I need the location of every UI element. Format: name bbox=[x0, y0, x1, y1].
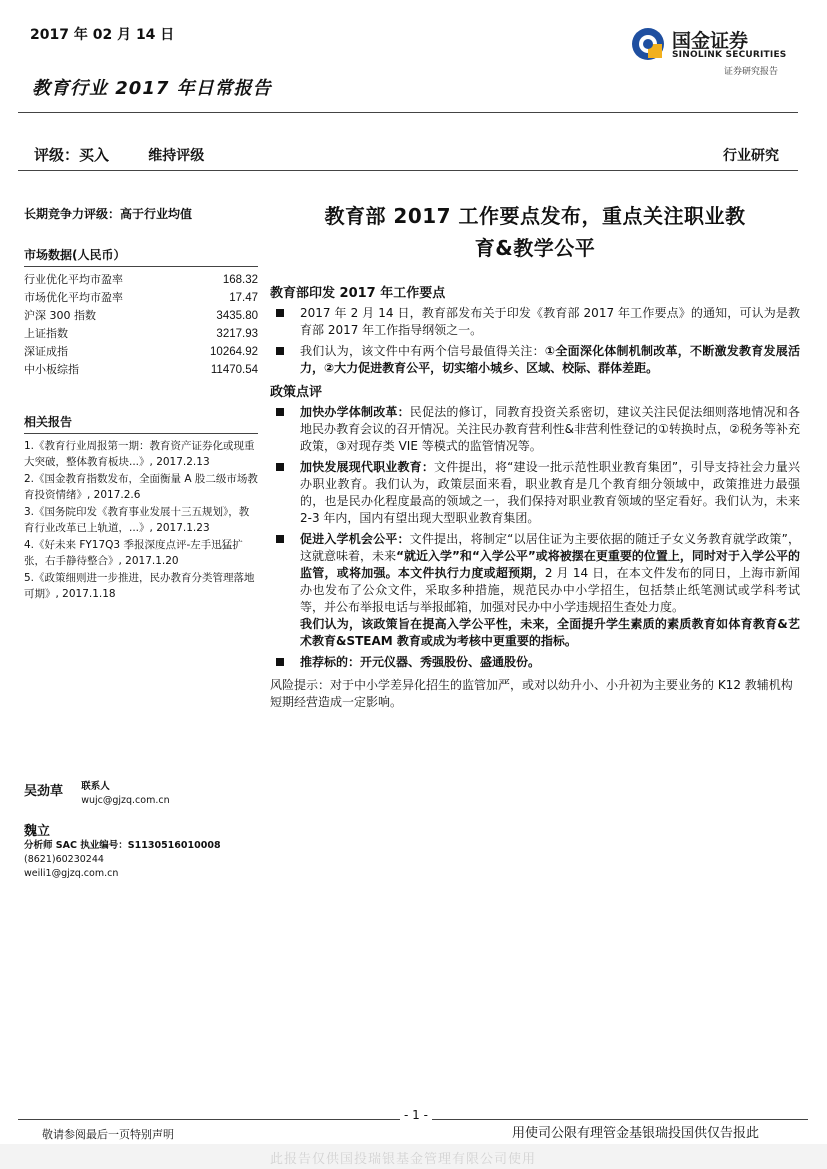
bullet-paragraph bbox=[270, 654, 800, 671]
paragraph-text: 我们认为，该文件中有两个信号最值得关注： bbox=[300, 344, 545, 358]
bullet-icon bbox=[276, 408, 284, 416]
market-label: 市场优化平均市盈率 bbox=[24, 291, 123, 304]
rating-line bbox=[34, 144, 204, 165]
analyst-role: 分析师 SAC 执业编号：S1130516010008 bbox=[24, 840, 221, 851]
market-data-title: 市场数据(人民币） bbox=[24, 246, 258, 267]
analyst-name: 魏立 bbox=[24, 824, 51, 839]
headline-line-1: 教育部 2017 工作要点发布，重点关注职业教 bbox=[324, 204, 746, 228]
page-number: - 1 - bbox=[400, 1108, 432, 1122]
logo-subtitle: 证券研究报告 bbox=[724, 67, 779, 77]
report-type: 行业研究 bbox=[723, 148, 779, 164]
footer-usage-note: 用使司公限有理管金基银瑞投国供仅告报此 bbox=[512, 1126, 760, 1141]
paragraph-lead: 加快发展现代职业教育： bbox=[300, 460, 435, 474]
paragraph-text: 2 月 14 日，在本文件发布的同日，上海市新闻办也发布了公众文件，采取多种措施，规范民办中小学招生，包括禁止纸笔测试或学科考试等，并公布举报电话与举报邮箱，加强对民办中小学违规招生查处力度。 bbox=[300, 566, 800, 614]
footer-watermark: 此报告仅供国投瑞银基金管理有限公司使用 bbox=[270, 1152, 537, 1167]
headline bbox=[270, 200, 800, 264]
bullet-paragraph bbox=[270, 305, 800, 339]
market-value: 11470.54 bbox=[210, 364, 258, 376]
compete-rating: 长期竞争力评级：高于行业均值 bbox=[24, 207, 193, 221]
headline-line-2: 育&教学公平 bbox=[474, 236, 596, 260]
bullet-paragraph bbox=[270, 531, 800, 650]
market-row bbox=[24, 307, 258, 325]
logo-english-name: SINOLINK SECURITIES bbox=[672, 50, 787, 60]
bullet-icon bbox=[276, 347, 284, 355]
related-reports bbox=[24, 413, 258, 602]
report-series-title: 教育行业 2017 年日常报告 bbox=[32, 78, 272, 99]
market-value: 3435.80 bbox=[216, 310, 258, 322]
bullet-paragraph bbox=[270, 404, 800, 455]
paragraph-lead: 促进入学机会公平： bbox=[300, 532, 410, 546]
related-report-link[interactable]: 4.《好未来 FY17Q3 季报深度点评-左手迅猛扩张，右手静待整合》, 2017.1.20 bbox=[24, 539, 243, 567]
related-report-link[interactable]: 2.《国金教育指数发布，全面衡量 A 股二级市场教育投资情绪》, 2017.2.6 bbox=[24, 473, 258, 501]
paragraph-bold-text: ①全面深化体制机制改革，不断激发教育发展活力，②大力促进教育公平，切实缩小城乡、区域、校际、群体差距。 bbox=[300, 344, 800, 375]
paragraph-text: 文件提出，将“建设一批示范性职业教育集团”，引导支持社会力量兴办职业教育。我们认为，政策层面来看，职业教育是几个教育细分领域中，政策推进力最强的，也是民办化程度最高的领域之一，我们保持对职业教育领域的坚定看好。我们认为，未来 2-3 年内，国内有望出现大型职业教育集团。 bbox=[300, 460, 800, 525]
market-value: 17.47 bbox=[229, 292, 258, 304]
analyst-phone: (8621)60230244 bbox=[24, 854, 104, 865]
market-row bbox=[24, 361, 258, 379]
recommended-stocks: 推荐标的：开元仪器、秀强股份、盛通股份。 bbox=[300, 655, 541, 669]
analyst-email[interactable]: wujc@gjzq.com.cn bbox=[81, 795, 170, 806]
analyst-info bbox=[24, 839, 221, 881]
section-heading: 教育部印发 2017 年工作要点 bbox=[270, 286, 446, 301]
market-label: 上证指数 bbox=[24, 327, 68, 340]
related-report-link[interactable]: 1.《教育行业周报第一期：教育资产证券化或现重大突破，整体教育板块...》, 2017.2.13 bbox=[24, 440, 255, 468]
bullet-paragraph bbox=[270, 343, 800, 377]
market-data bbox=[24, 246, 258, 379]
analyst-contact bbox=[24, 780, 264, 808]
related-report-link[interactable]: 5.《政策细则进一步推进，民办教育分类管理落地可期》, 2017.1.18 bbox=[24, 572, 255, 600]
header-rule-bottom bbox=[18, 170, 798, 171]
footer-disclaimer: 敬请参阅最后一页特别声明 bbox=[42, 1128, 174, 1141]
paragraph-bold-text: 我们认为，该政策旨在提高入学公平性，未来，全面提升学生素质的素质教育如体育教育&艺术教育&STEAM 教育或成为考核中更重要的指标。 bbox=[300, 617, 800, 648]
market-label: 深证成指 bbox=[24, 345, 68, 358]
analyst-role: 联系人 bbox=[81, 781, 110, 792]
market-value: 168.32 bbox=[222, 274, 258, 286]
analyst-contact bbox=[24, 820, 264, 881]
bullet-icon bbox=[276, 463, 284, 471]
related-report-link[interactable]: 3.《国务院印发《教育事业发展十三五规划》，教育行业改革已上轨道，...》, 2017.1.23 bbox=[24, 506, 250, 534]
paragraph-text: 文件提出，将制定“以居住证为主要依据的随迁子女义务教育就学政策”，这就意味着，未来 bbox=[300, 532, 800, 563]
sinolink-logo-icon bbox=[630, 26, 666, 62]
bullet-icon bbox=[276, 309, 284, 317]
bullet-icon bbox=[276, 658, 284, 666]
bullet-paragraph bbox=[270, 459, 800, 527]
paragraph-text: 2017 年 2 月 14 日，教育部发布关于印发《教育部 2017 年工作要点》的通知，可认为是教育部 2017 年工作指导纲领之一。 bbox=[300, 306, 800, 337]
paragraph-text: 民促法的修订，同教育投资关系密切，建议关注民促法细则落地情况和各地民办教育会议的召开情况。关注民办教育营利性&非营利性登记的①转换时点，②税务等补充政策，③对现存类 VIE 等模式的监管情况等。 bbox=[300, 405, 800, 453]
market-row bbox=[24, 271, 258, 289]
market-row bbox=[24, 289, 258, 307]
market-value: 10264.92 bbox=[210, 346, 258, 358]
analyst-name: 吴劲草 bbox=[24, 784, 64, 799]
market-label: 中小板综指 bbox=[24, 363, 79, 376]
analyst-email[interactable]: weili1@gjzq.com.cn bbox=[24, 868, 119, 879]
report-date: 2017 年 02 月 14 日 bbox=[30, 27, 175, 43]
analyst-info bbox=[81, 780, 169, 808]
market-label: 沪深 300 指数 bbox=[24, 309, 96, 322]
paragraph-bold-text: “就近入学”和“入学公平”或将被摆在更重要的位置上，同时对于入学公平的监管，或将加强。本文件执行力度或超预期， bbox=[300, 549, 800, 580]
rating-maintain: 维持评级 bbox=[148, 148, 205, 164]
main-content bbox=[270, 200, 800, 711]
market-value: 3217.93 bbox=[216, 328, 258, 340]
paragraph-lead: 加快办学体制改革： bbox=[300, 405, 410, 419]
bullet-icon bbox=[276, 535, 284, 543]
market-row bbox=[24, 343, 258, 361]
sidebar bbox=[24, 205, 258, 603]
market-row bbox=[24, 325, 258, 343]
header-rule-top bbox=[18, 112, 798, 113]
related-reports-title: 相关报告 bbox=[24, 413, 258, 434]
company-logo bbox=[630, 22, 800, 82]
section-heading: 政策点评 bbox=[270, 385, 323, 400]
rating-value: 评级：买入 bbox=[34, 146, 110, 164]
risk-warning: 风险提示：对于中小学差异化招生的监管加严，或对以幼升小、小升初为主要业务的 K12 教辅机构短期经营造成一定影响。 bbox=[270, 678, 793, 709]
market-label: 行业优化平均市盈率 bbox=[24, 273, 123, 286]
logo-chinese-name: 国金证券 bbox=[672, 30, 749, 52]
